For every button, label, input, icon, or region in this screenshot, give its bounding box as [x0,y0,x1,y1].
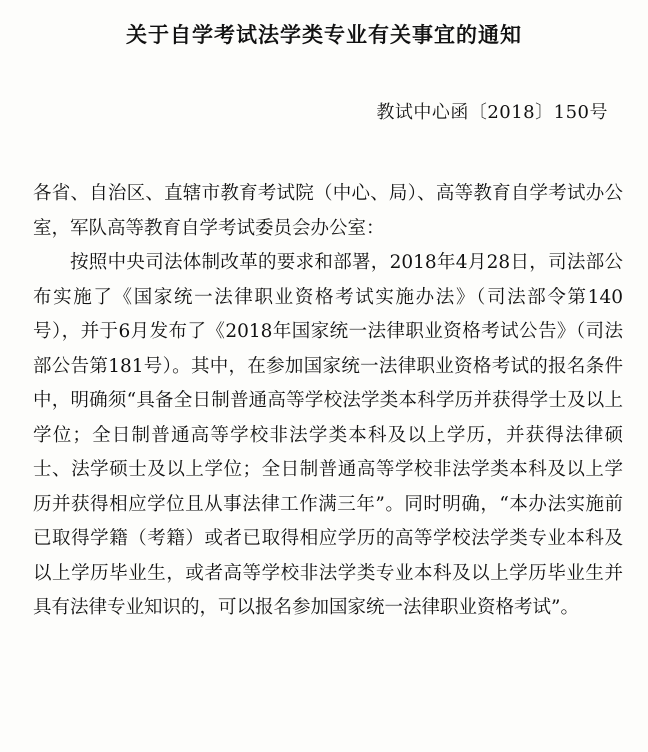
document-body [33,177,623,626]
document-title: 关于自学考试法学类专业有关事宜的通知 [126,22,522,47]
document-number: 教试中心函〔2018〕150号 [376,102,608,123]
body-paragraph: 按照中央司法体制改革的要求和部署，2018年4月28日，司法部公布实施了《国家统一法律职业资格考试实施办法》（司法部令第140号），并于6月发布了《2018年国家统一法律职业资格考试公告》（司法部公告第181号）。其中，在参加国家统一法律职业资格考试的报名条件中，明确须“具备全日制普通高等学校法学类本科学历并获得学士及以上学位；全日制普通高等学校非法学类本科及以上学历，并获得法律硕士、法学硕士及以上学位；全日制普通高等学校非法学类本科及以上学历并获得相应学位且从事法律工作满三年”。同时明确，“本办法实施前已取得学籍（考籍）或者已取得相应学历的高等学校法学类专业本科及以上学历毕业生，或者高等学校非法学类专业本科及以上学历毕业生并具有法律专业知识的，可以报名参加国家统一法律职业资格考试”。 [33,252,623,618]
addressee-line: 各省、自治区、直辖市教育考试院（中心、局）、高等教育自学考试办公室，军队高等教育自学考试委员会办公室： [33,183,623,239]
